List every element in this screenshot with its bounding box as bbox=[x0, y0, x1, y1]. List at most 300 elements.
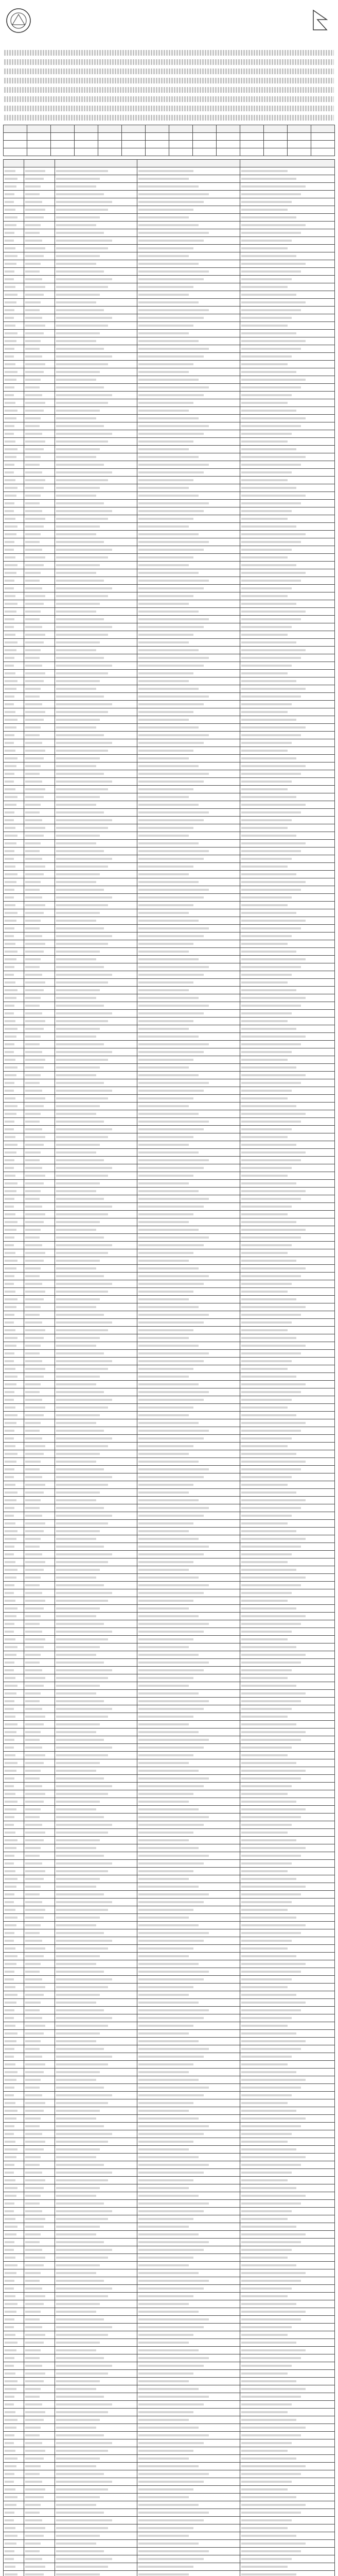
table-cell bbox=[137, 368, 240, 376]
table-cell bbox=[4, 1744, 24, 1752]
table-row bbox=[4, 2540, 335, 2548]
table-cell bbox=[55, 770, 137, 778]
table-cell bbox=[137, 2486, 240, 2494]
table-cell bbox=[240, 2192, 335, 2200]
table-cell bbox=[4, 2138, 24, 2146]
table-cell bbox=[4, 2200, 24, 2208]
table-row bbox=[4, 322, 335, 330]
summary-cell bbox=[288, 133, 311, 141]
table-cell bbox=[4, 940, 24, 948]
table-cell bbox=[240, 2432, 335, 2439]
column-header bbox=[137, 160, 240, 167]
table-cell bbox=[240, 2447, 335, 2455]
table-cell bbox=[240, 1999, 335, 2007]
table-cell bbox=[55, 739, 137, 747]
table-cell bbox=[240, 198, 335, 206]
table-cell bbox=[55, 175, 137, 183]
table-cell bbox=[240, 1520, 335, 1528]
table-row bbox=[4, 2030, 335, 2038]
table-row bbox=[4, 1504, 335, 1512]
table-cell bbox=[137, 1713, 240, 1721]
table-cell bbox=[240, 2501, 335, 2509]
table-cell bbox=[4, 685, 24, 693]
table-cell bbox=[137, 1319, 240, 1327]
table-cell bbox=[240, 577, 335, 585]
table-cell bbox=[4, 1558, 24, 1566]
table-cell bbox=[137, 1806, 240, 1814]
summary-cell bbox=[75, 125, 98, 133]
table-cell bbox=[4, 415, 24, 422]
table-cell bbox=[4, 214, 24, 222]
table-cell bbox=[24, 1257, 55, 1265]
table-row bbox=[4, 1721, 335, 1728]
table-cell bbox=[137, 167, 240, 175]
table-row bbox=[4, 724, 335, 732]
table-cell bbox=[24, 1504, 55, 1512]
table-cell bbox=[55, 685, 137, 693]
table-cell bbox=[4, 446, 24, 453]
table-cell bbox=[137, 1690, 240, 1698]
table-row bbox=[4, 376, 335, 384]
table-cell bbox=[55, 361, 137, 368]
table-cell bbox=[24, 2200, 55, 2208]
table-cell bbox=[240, 2038, 335, 2045]
table-cell bbox=[4, 546, 24, 554]
table-cell bbox=[240, 2184, 335, 2192]
column-header bbox=[240, 160, 335, 167]
table-cell bbox=[24, 1319, 55, 1327]
table-cell bbox=[24, 1087, 55, 1095]
table-cell bbox=[4, 724, 24, 732]
table-cell bbox=[240, 994, 335, 1002]
table-cell bbox=[55, 716, 137, 724]
table-cell bbox=[55, 1334, 137, 1342]
table-cell bbox=[24, 2084, 55, 2092]
table-cell bbox=[24, 2308, 55, 2316]
table-cell bbox=[55, 2092, 137, 2099]
table-cell bbox=[240, 2524, 335, 2532]
table-cell bbox=[4, 2470, 24, 2478]
table-cell bbox=[24, 2524, 55, 2532]
table-cell bbox=[55, 1226, 137, 1234]
table-cell bbox=[24, 252, 55, 260]
table-cell bbox=[4, 1837, 24, 1844]
table-cell bbox=[240, 987, 335, 994]
table-cell bbox=[240, 1574, 335, 1582]
table-cell bbox=[55, 1218, 137, 1226]
table-cell bbox=[137, 1435, 240, 1443]
table-cell bbox=[137, 1296, 240, 1303]
table-cell bbox=[137, 2069, 240, 2076]
table-row bbox=[4, 1419, 335, 1427]
table-cell bbox=[55, 1033, 137, 1041]
table-cell bbox=[240, 2146, 335, 2154]
table-cell bbox=[55, 2439, 137, 2447]
table-cell bbox=[4, 2231, 24, 2239]
table-header-row bbox=[4, 160, 335, 167]
table-cell bbox=[24, 322, 55, 330]
table-cell bbox=[55, 2555, 137, 2563]
table-cell bbox=[55, 538, 137, 546]
table-cell bbox=[24, 1806, 55, 1814]
table-cell bbox=[55, 693, 137, 701]
table-cell bbox=[240, 956, 335, 963]
table-cell bbox=[24, 2463, 55, 2470]
table-cell bbox=[24, 1126, 55, 1133]
table-cell bbox=[240, 1497, 335, 1504]
table-cell bbox=[4, 229, 24, 237]
table-cell bbox=[4, 1048, 24, 1056]
table-cell bbox=[137, 1543, 240, 1551]
table-cell bbox=[4, 1079, 24, 1087]
table-cell bbox=[240, 677, 335, 685]
table-cell bbox=[24, 886, 55, 894]
table-cell bbox=[24, 1002, 55, 1010]
table-cell bbox=[24, 1103, 55, 1110]
summary-cell bbox=[146, 141, 169, 148]
table-cell bbox=[137, 1242, 240, 1249]
table-cell bbox=[240, 1705, 335, 1713]
table-cell bbox=[137, 1868, 240, 1875]
table-cell bbox=[240, 933, 335, 940]
table-cell bbox=[4, 1265, 24, 1273]
table-cell bbox=[137, 2478, 240, 2486]
table-cell bbox=[24, 1860, 55, 1868]
table-cell bbox=[240, 291, 335, 299]
table-cell bbox=[240, 1242, 335, 1249]
table-cell bbox=[240, 1674, 335, 1682]
table-cell bbox=[55, 1976, 137, 1984]
table-row bbox=[4, 987, 335, 994]
table-cell bbox=[137, 2076, 240, 2084]
table-cell bbox=[24, 1188, 55, 1195]
table-cell bbox=[137, 1280, 240, 1288]
table-cell bbox=[240, 1288, 335, 1296]
table-cell bbox=[137, 732, 240, 739]
table-cell bbox=[137, 392, 240, 399]
table-cell bbox=[4, 2254, 24, 2262]
table-cell bbox=[137, 739, 240, 747]
table-row bbox=[4, 2154, 335, 2161]
table-cell bbox=[240, 1195, 335, 1203]
table-cell bbox=[240, 1087, 335, 1095]
summary-cell bbox=[217, 125, 240, 133]
table-row bbox=[4, 894, 335, 902]
table-cell bbox=[55, 1558, 137, 1566]
table-cell bbox=[4, 2130, 24, 2138]
table-cell bbox=[137, 291, 240, 299]
table-row bbox=[4, 1705, 335, 1713]
table-row bbox=[4, 1891, 335, 1899]
table-cell bbox=[55, 1257, 137, 1265]
table-cell bbox=[137, 1852, 240, 1860]
table-cell bbox=[137, 1234, 240, 1242]
table-row bbox=[4, 662, 335, 670]
table-cell bbox=[240, 2200, 335, 2208]
table-cell bbox=[240, 2555, 335, 2563]
table-cell bbox=[4, 824, 24, 832]
table-cell bbox=[55, 639, 137, 647]
table-cell bbox=[24, 2416, 55, 2424]
table-cell bbox=[55, 623, 137, 631]
table-cell bbox=[137, 2455, 240, 2463]
table-row bbox=[4, 1018, 335, 1025]
table-cell bbox=[4, 2208, 24, 2215]
table-cell bbox=[24, 1404, 55, 1412]
table-cell bbox=[24, 1844, 55, 1852]
table-cell bbox=[55, 1620, 137, 1628]
table-cell bbox=[4, 1126, 24, 1133]
table-row bbox=[4, 2254, 335, 2262]
table-cell bbox=[137, 2285, 240, 2293]
table-cell bbox=[55, 2324, 137, 2331]
table-cell bbox=[24, 1497, 55, 1504]
candidate-list-table bbox=[3, 159, 335, 2576]
table-cell bbox=[24, 392, 55, 399]
table-row bbox=[4, 1558, 335, 1566]
summary-cell bbox=[27, 148, 51, 156]
table-cell bbox=[137, 1103, 240, 1110]
table-row bbox=[4, 2439, 335, 2447]
table-cell bbox=[24, 654, 55, 662]
table-cell bbox=[4, 616, 24, 623]
table-row bbox=[4, 1427, 335, 1435]
table-cell bbox=[4, 1249, 24, 1257]
notice-line bbox=[4, 69, 334, 74]
table-cell bbox=[137, 2269, 240, 2277]
table-cell bbox=[4, 1358, 24, 1365]
table-cell bbox=[4, 2277, 24, 2285]
table-cell bbox=[55, 167, 137, 175]
table-row bbox=[4, 1087, 335, 1095]
table-cell bbox=[24, 1899, 55, 1906]
table-cell bbox=[240, 1443, 335, 1450]
table-row bbox=[4, 1636, 335, 1643]
table-cell bbox=[240, 1821, 335, 1829]
table-cell bbox=[137, 948, 240, 956]
table-row bbox=[4, 1188, 335, 1195]
table-row bbox=[4, 2324, 335, 2331]
table-row bbox=[4, 237, 335, 245]
table-cell bbox=[24, 1164, 55, 1172]
table-cell bbox=[24, 260, 55, 268]
table-cell bbox=[55, 2146, 137, 2154]
table-cell bbox=[24, 2246, 55, 2254]
table-cell bbox=[55, 1327, 137, 1334]
table-cell bbox=[240, 1025, 335, 1033]
table-row bbox=[4, 631, 335, 639]
table-cell bbox=[137, 1566, 240, 1574]
table-cell bbox=[4, 2439, 24, 2447]
table-cell bbox=[240, 2331, 335, 2339]
table-cell bbox=[55, 701, 137, 708]
table-cell bbox=[240, 855, 335, 863]
table-row bbox=[4, 1435, 335, 1443]
table-cell bbox=[24, 1759, 55, 1767]
table-cell bbox=[240, 2385, 335, 2393]
table-cell bbox=[4, 1443, 24, 1450]
table-cell bbox=[4, 1381, 24, 1388]
table-row bbox=[4, 1736, 335, 1744]
table-cell bbox=[55, 307, 137, 314]
table-cell bbox=[55, 1319, 137, 1327]
table-cell bbox=[4, 1466, 24, 1473]
table-row bbox=[4, 708, 335, 716]
summary-row bbox=[4, 148, 335, 156]
table-cell bbox=[24, 1999, 55, 2007]
table-cell bbox=[24, 276, 55, 283]
table-row bbox=[4, 1497, 335, 1504]
table-cell bbox=[4, 2107, 24, 2115]
table-cell bbox=[55, 1450, 137, 1458]
table-cell bbox=[137, 2347, 240, 2354]
table-cell bbox=[55, 1118, 137, 1126]
table-cell bbox=[4, 2354, 24, 2362]
table-row bbox=[4, 268, 335, 276]
table-cell bbox=[55, 1860, 137, 1868]
table-cell bbox=[137, 716, 240, 724]
table-cell bbox=[4, 2069, 24, 2076]
table-cell bbox=[240, 948, 335, 956]
table-row bbox=[4, 2146, 335, 2154]
table-cell bbox=[240, 1435, 335, 1443]
table-row bbox=[4, 1002, 335, 1010]
table-cell bbox=[55, 2285, 137, 2293]
table-cell bbox=[137, 2509, 240, 2517]
table-cell bbox=[24, 330, 55, 337]
table-cell bbox=[137, 2540, 240, 2548]
table-cell bbox=[4, 2548, 24, 2555]
table-cell bbox=[55, 817, 137, 824]
table-cell bbox=[4, 1667, 24, 1674]
table-cell bbox=[4, 1226, 24, 1234]
table-cell bbox=[24, 685, 55, 693]
table-cell bbox=[240, 2494, 335, 2501]
table-cell bbox=[4, 1211, 24, 1218]
table-row bbox=[4, 2308, 335, 2316]
notice-line bbox=[4, 50, 334, 56]
table-cell bbox=[137, 1875, 240, 1883]
table-cell bbox=[55, 1613, 137, 1620]
table-cell bbox=[55, 2045, 137, 2053]
table-row bbox=[4, 1450, 335, 1458]
table-cell bbox=[24, 1265, 55, 1273]
table-row bbox=[4, 1906, 335, 1914]
table-row bbox=[4, 2548, 335, 2555]
table-cell bbox=[137, 631, 240, 639]
table-cell bbox=[137, 2208, 240, 2215]
table-cell bbox=[137, 1814, 240, 1821]
table-cell bbox=[55, 2215, 137, 2223]
notice-line bbox=[4, 106, 334, 111]
table-row bbox=[4, 1273, 335, 1280]
table-row bbox=[4, 1690, 335, 1698]
table-cell bbox=[55, 314, 137, 322]
table-cell bbox=[55, 1759, 137, 1767]
table-cell bbox=[4, 801, 24, 809]
table-cell bbox=[24, 2223, 55, 2231]
table-row bbox=[4, 368, 335, 376]
table-cell bbox=[55, 1288, 137, 1296]
table-cell bbox=[137, 2571, 240, 2576]
table-cell bbox=[4, 461, 24, 469]
table-cell bbox=[240, 422, 335, 430]
table-cell bbox=[55, 2416, 137, 2424]
table-cell bbox=[55, 2362, 137, 2370]
table-cell bbox=[240, 623, 335, 631]
table-cell bbox=[137, 1489, 240, 1497]
summary-cell bbox=[217, 148, 240, 156]
table-cell bbox=[24, 507, 55, 515]
table-cell bbox=[24, 708, 55, 716]
table-cell bbox=[24, 415, 55, 422]
table-cell bbox=[4, 1396, 24, 1404]
table-cell bbox=[24, 1172, 55, 1180]
table-cell bbox=[55, 2463, 137, 2470]
table-row bbox=[4, 1837, 335, 1844]
table-cell bbox=[55, 1095, 137, 1103]
table-cell bbox=[4, 2099, 24, 2107]
table-cell bbox=[137, 1752, 240, 1759]
table-cell bbox=[137, 886, 240, 894]
table-cell bbox=[240, 1721, 335, 1728]
table-cell bbox=[4, 175, 24, 183]
table-cell bbox=[4, 1860, 24, 1868]
table-cell bbox=[4, 716, 24, 724]
table-row bbox=[4, 1512, 335, 1520]
table-cell bbox=[24, 1976, 55, 1984]
table-cell bbox=[137, 1342, 240, 1350]
table-cell bbox=[24, 500, 55, 507]
table-cell bbox=[24, 871, 55, 878]
table-cell bbox=[55, 848, 137, 855]
notice-line bbox=[4, 115, 334, 121]
table-row bbox=[4, 1311, 335, 1319]
table-cell bbox=[240, 1481, 335, 1489]
table-cell bbox=[24, 2316, 55, 2324]
table-cell bbox=[4, 469, 24, 477]
table-cell bbox=[55, 430, 137, 438]
table-cell bbox=[4, 1497, 24, 1504]
table-cell bbox=[55, 1473, 137, 1481]
table-cell bbox=[55, 1991, 137, 1999]
table-cell bbox=[4, 979, 24, 987]
table-cell bbox=[240, 1126, 335, 1133]
table-row bbox=[4, 2409, 335, 2416]
table-cell bbox=[137, 770, 240, 778]
table-cell bbox=[240, 909, 335, 917]
table-row bbox=[4, 1860, 335, 1868]
table-cell bbox=[4, 2115, 24, 2123]
table-cell bbox=[24, 538, 55, 546]
table-cell bbox=[24, 2269, 55, 2277]
table-cell bbox=[4, 438, 24, 446]
table-cell bbox=[137, 1945, 240, 1953]
table-cell bbox=[240, 237, 335, 245]
table-cell bbox=[240, 1103, 335, 1110]
table-cell bbox=[24, 1798, 55, 1806]
table-cell bbox=[24, 1945, 55, 1953]
table-cell bbox=[4, 2246, 24, 2254]
table-cell bbox=[55, 2432, 137, 2439]
table-cell bbox=[24, 1041, 55, 1048]
table-cell bbox=[137, 2362, 240, 2370]
table-cell bbox=[137, 1396, 240, 1404]
table-cell bbox=[55, 2169, 137, 2177]
table-cell bbox=[137, 1126, 240, 1133]
table-cell bbox=[24, 1365, 55, 1373]
table-row bbox=[4, 817, 335, 824]
